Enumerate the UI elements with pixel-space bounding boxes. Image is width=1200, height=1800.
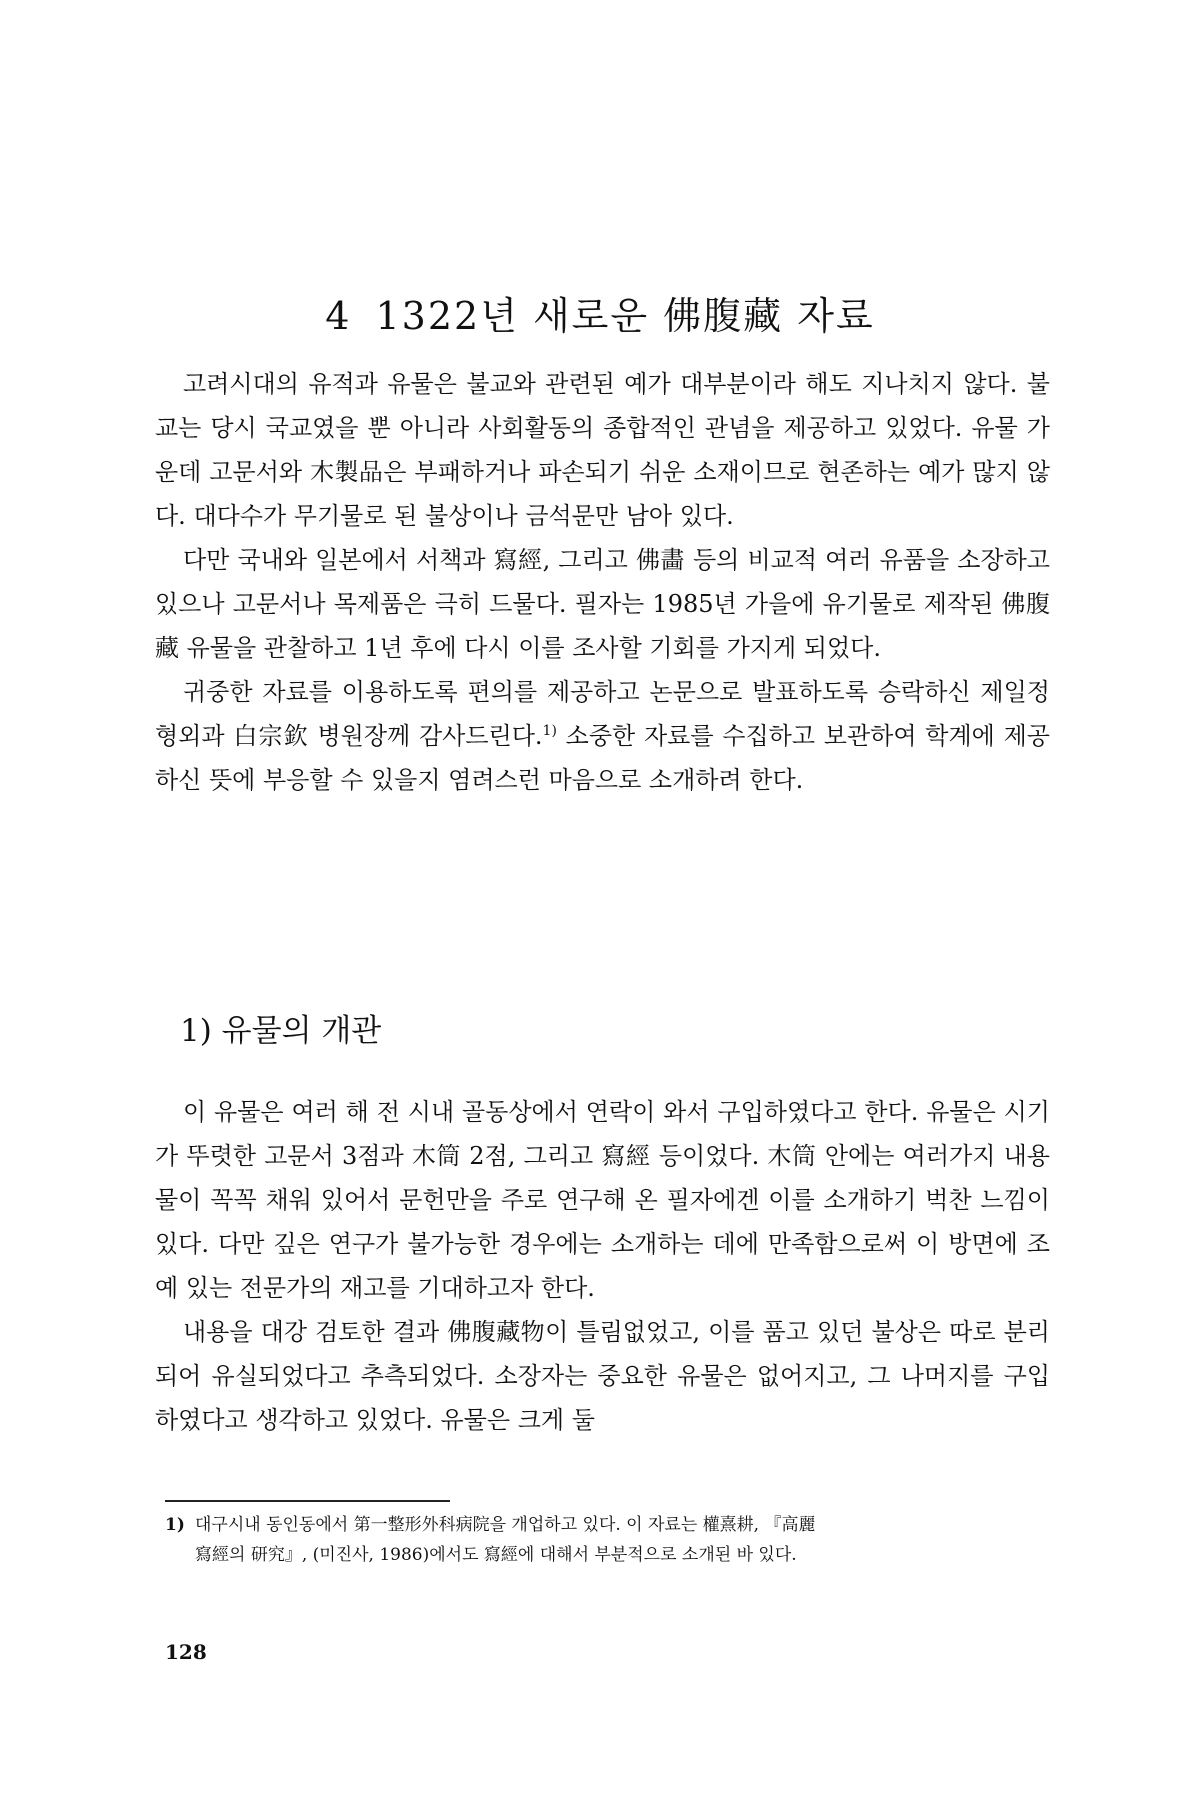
intro-paragraph-1: 고려시대의 유적과 유물은 불교와 관련된 예가 대부분이라 해도 지나치지 않다. 불교는 당시 국교였을 뿐 아니라 사회활동의 종합적인 관념을 제공하고 있었다. 유물 가운데 고문서와 木製品은 부패하거나 파손되기 쉬운 소재이므로 현존하는 예가 많지 않다. 대다수가 무기물로 된 불상이나 금석문만 남아 있다. [155, 370, 1050, 530]
footnote-divider [165, 1500, 450, 1502]
footnote-reference: 1) [542, 723, 557, 739]
footnote [165, 1510, 1050, 1570]
chapter-title [0, 285, 1200, 340]
intro-text [155, 362, 1050, 802]
section-paragraph-2: 내용을 대강 검토한 결과 佛腹藏物이 틀림없었고, 이를 품고 있던 불상은 따로 분리되어 유실되었다고 추측되었다. 소장자는 중요한 유물은 없어지고, 그 나머지를 구입하였다고 생각하고 있었다. 유물은 크게 둘 [155, 1318, 1050, 1434]
intro-paragraph-3-text: 귀중한 자료를 이용하도록 편의를 제공하고 논문으로 발표하도록 승락하신 제일정형외과 白宗欽 병원장께 감사드린다. [155, 678, 1050, 750]
section-text [155, 1090, 1050, 1442]
footnote-line-2: 寫經의 研究』, (미진사, 1986)에서도 寫經에 대해서 부분적으로 소개된 바 있다. [195, 1545, 797, 1565]
page-number: 128 [165, 1640, 207, 1664]
chapter-title-text: 1322년 새로운 佛腹藏 자료 [375, 294, 875, 338]
intro-paragraph-2: 다만 국내와 일본에서 서책과 寫經, 그리고 佛畵 등의 비교적 여러 유품을 소장하고 있으나 고문서나 목제품은 극히 드물다. 필자는 1985년 가을에 유기물로 제작된 佛腹藏 유물을 관찰하고 1년 후에 다시 이를 조사할 기회를 가지게 되었다. [155, 546, 1050, 662]
section-paragraph-1: 이 유물은 여러 해 전 시내 골동상에서 연락이 와서 구입하였다고 한다. 유물은 시기가 뚜렷한 고문서 3점과 木筒 2점, 그리고 寫經 등이었다. 木筒 안에는 여러가지 내용물이 꼭꼭 채워 있어서 문헌만을 주로 연구해 온 필자에겐 이를 소개하기 벅찬 느낌이 있다. 다만 깊은 연구가 불가능한 경우에는 소개하는 데에 만족함으로써 이 방면에 조예 있는 전문가의 재고를 기대하고자 한다. [155, 1098, 1050, 1302]
intro-paragraph-3-continued: 소중한 자료를 수집하고 보관하여 학계에 제공하신 뜻에 부응할 수 있을지 염려스런 마음으로 소개하려 한다. [155, 722, 1050, 794]
section-heading: 1) 유물의 개관 [180, 1013, 382, 1049]
intro-paragraph-3 [155, 670, 1050, 802]
chapter-number: 4 [325, 294, 352, 338]
footnote-marker: 1) [165, 1515, 185, 1535]
footnote-text-1: 대구시내 동인동에서 第一整形外科病院을 개업하고 있다. 이 자료는 權熹耕, 『高麗 [195, 1515, 816, 1535]
footnote-line-1 [165, 1510, 1050, 1540]
